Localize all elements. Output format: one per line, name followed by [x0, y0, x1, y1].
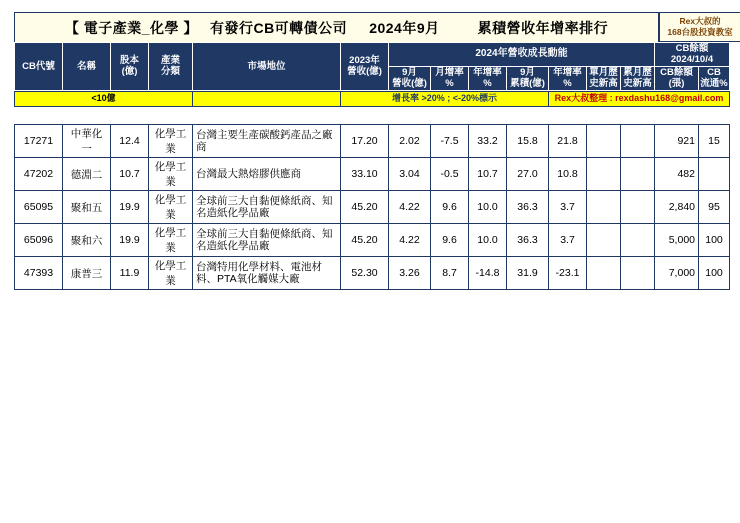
cell-capital: 19.9	[111, 191, 149, 224]
header-cb-circulation: CB 流通%	[700, 66, 728, 90]
cell-capital: 11.9	[111, 257, 149, 290]
report-title	[14, 12, 659, 44]
note-right: Rex大叔整理 : rexdashu168@gmail.com	[549, 91, 730, 106]
cb-balance-date: 2024/10/4	[670, 54, 714, 66]
note-left: <10億	[15, 91, 193, 106]
cell-revenue-2023: 45.20	[341, 191, 389, 224]
title-main: 【 電子產業_化學 】	[64, 20, 198, 36]
cell-sep-revenue: 4.22	[389, 224, 431, 257]
cell-sep-cumulative: 27.0	[507, 158, 549, 191]
table-row	[15, 158, 730, 191]
cell-cb-circulation: 100	[699, 224, 730, 257]
title-bar	[14, 12, 740, 44]
cell-mom: -7.5	[431, 125, 469, 158]
cell-cb-code: 17271	[15, 125, 63, 158]
cb-balance-label: CB餘額	[675, 43, 709, 54]
cell-industry: 化學工業	[149, 257, 193, 290]
cell-yoy: 10.0	[469, 224, 507, 257]
cell-capital: 19.9	[111, 224, 149, 257]
table-row	[15, 257, 730, 290]
cell-name: 康普三	[63, 257, 111, 290]
header-name: 名稱	[63, 43, 111, 91]
cell-month-high	[587, 191, 621, 224]
cell-name: 聚和五	[63, 191, 111, 224]
cell-industry: 化學工業	[149, 158, 193, 191]
header-capital: 股本 (億)	[111, 43, 149, 91]
cell-capital: 10.7	[111, 158, 149, 191]
cell-sep-revenue: 4.22	[389, 191, 431, 224]
cell-cb-balance: 2,840	[655, 191, 699, 224]
cell-sep-cumulative: 15.8	[507, 125, 549, 158]
cell-cum-yoy: 3.7	[549, 191, 587, 224]
notes-band	[14, 91, 730, 107]
cell-mom: -0.5	[431, 158, 469, 191]
cell-cum-high	[621, 224, 655, 257]
cell-cb-circulation: 95	[699, 191, 730, 224]
cell-cum-high	[621, 158, 655, 191]
cell-industry: 化學工業	[149, 224, 193, 257]
cell-cb-code: 65095	[15, 191, 63, 224]
header-market-position: 市場地位	[193, 43, 341, 91]
cell-cum-high	[621, 257, 655, 290]
cell-month-high	[587, 125, 621, 158]
cell-revenue-2023: 45.20	[341, 224, 389, 257]
cell-name: 德淵二	[63, 158, 111, 191]
cell-name: 聚和六	[63, 224, 111, 257]
cell-cum-yoy: 21.8	[549, 125, 587, 158]
cell-mom: 9.6	[431, 224, 469, 257]
table-header	[14, 42, 730, 107]
cell-cb-circulation: 24	[699, 158, 730, 191]
cell-yoy: 10.7	[469, 158, 507, 191]
cell-revenue-2023: 33.10	[341, 158, 389, 191]
cell-market-position: 全球前三大自黏便條紙商、知名造紙化學品廠	[193, 224, 341, 257]
cell-market-position: 全球前三大自黏便條紙商、知名造紙化學品廠	[193, 191, 341, 224]
cell-cb-code: 47393	[15, 257, 63, 290]
header-cb-balance: CB餘額 (張)	[655, 66, 699, 90]
cell-cb-balance: 5,000	[655, 224, 699, 257]
header-cb-code: CB代號	[15, 43, 63, 91]
cell-sep-revenue: 3.26	[389, 257, 431, 290]
cell-sep-cumulative: 36.3	[507, 191, 549, 224]
cell-cb-circulation: 15	[699, 125, 730, 158]
cell-cb-balance: 7,000	[655, 257, 699, 290]
header-growth-group: 2024年營收成長動能	[389, 43, 655, 67]
cell-cb-code: 65096	[15, 224, 63, 257]
cell-industry: 化學工業	[149, 191, 193, 224]
header-sep-cumulative: 9月 累積(億)	[507, 66, 549, 90]
cell-mom: 9.6	[431, 191, 469, 224]
cell-cum-high	[621, 191, 655, 224]
header-month-high: 單月歷 史新高	[587, 66, 621, 90]
cell-month-high	[587, 257, 621, 290]
cell-revenue-2023: 52.30	[341, 257, 389, 290]
table-row	[15, 191, 730, 224]
cell-mom: 8.7	[431, 257, 469, 290]
cell-market-position: 台灣最大熱熔膠供應商	[193, 158, 341, 191]
header-mom: 月增率 %	[431, 66, 469, 90]
title-sub: 有發行CB可轉債公司	[209, 20, 348, 36]
table-row	[15, 125, 730, 158]
cell-market-position: 台灣主要生產碳酸鈣產品之廠商	[193, 125, 341, 158]
table-body	[14, 124, 730, 290]
cell-cb-code: 47202	[15, 158, 63, 191]
cell-cum-yoy: 10.8	[549, 158, 587, 191]
header-revenue-2023: 2023年 營收(億)	[341, 43, 389, 91]
cell-month-high	[587, 158, 621, 191]
header-sep-revenue: 9月 營收(億)	[389, 66, 431, 90]
cell-cum-high	[621, 125, 655, 158]
cell-yoy: 33.2	[469, 125, 507, 158]
cell-cb-circulation: 100	[699, 257, 730, 290]
header-cum-yoy: 年增率 %	[549, 66, 587, 90]
rex-badge	[659, 12, 740, 42]
cell-sep-cumulative: 31.9	[507, 257, 549, 290]
table-row	[15, 224, 730, 257]
cell-sep-revenue: 3.04	[389, 158, 431, 191]
cell-cum-yoy: -23.1	[549, 257, 587, 290]
header-yoy: 年增率 %	[469, 66, 507, 90]
cell-industry: 化學工業	[149, 125, 193, 158]
rex-badge-line2: 168台股投資教室	[667, 27, 733, 37]
header-cb-balance-date	[655, 43, 730, 67]
title-period: 2024年9月	[369, 20, 440, 36]
cell-sep-revenue: 2.02	[389, 125, 431, 158]
title-rank: 累積營收年增率排行	[477, 20, 609, 36]
note-spacer	[193, 91, 341, 106]
rex-badge-line1: Rex大叔的	[679, 16, 721, 27]
header-cum-high: 累月歷 史新高	[621, 66, 655, 90]
cell-revenue-2023: 17.20	[341, 125, 389, 158]
cell-market-position: 台灣特用化學材料、電池材料、PTA氧化觸媒大廠	[193, 257, 341, 290]
cell-month-high	[587, 224, 621, 257]
cell-cb-balance: 482	[655, 158, 699, 191]
note-middle: 增長率 >20% ; <-20%標示	[341, 91, 549, 106]
cell-cb-balance: 921	[655, 125, 699, 158]
cell-sep-cumulative: 36.3	[507, 224, 549, 257]
cell-yoy: -14.8	[469, 257, 507, 290]
cell-capital: 12.4	[111, 125, 149, 158]
cell-cum-yoy: 3.7	[549, 224, 587, 257]
cell-name: 中華化一	[63, 125, 111, 158]
header-industry: 產業 分類	[149, 43, 193, 91]
cell-yoy: 10.0	[469, 191, 507, 224]
